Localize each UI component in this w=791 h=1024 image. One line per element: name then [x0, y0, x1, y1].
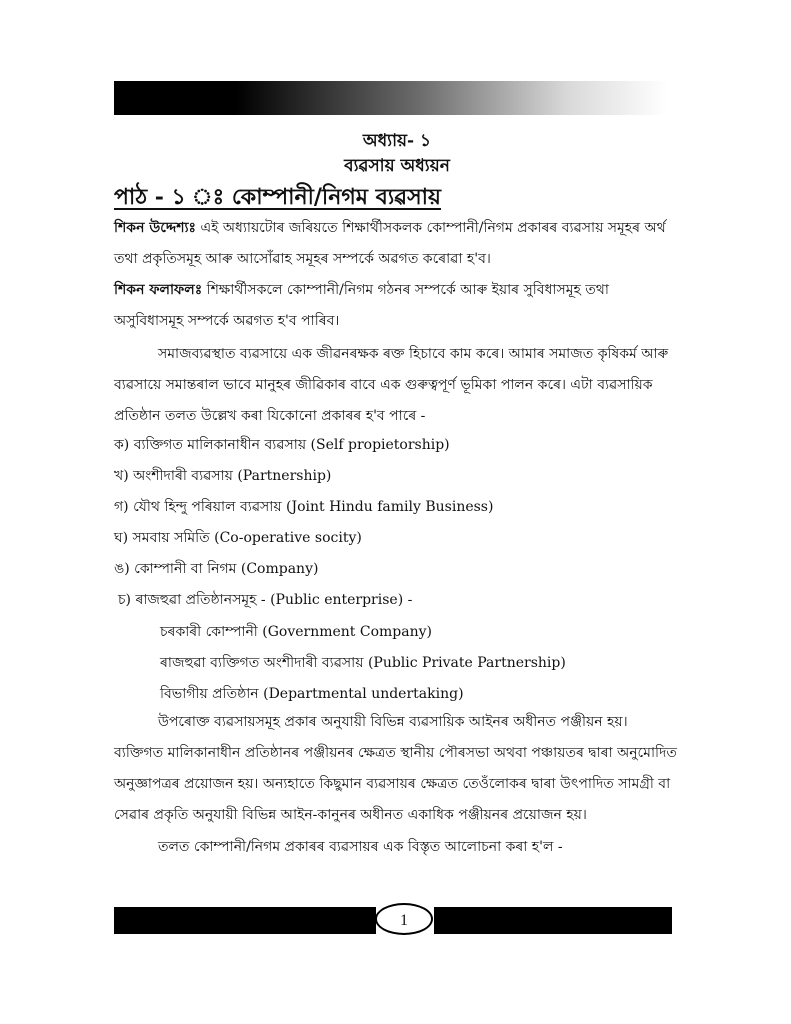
business-type-item: ঙ) কোম্পানী বা নিগম (Company) — [114, 561, 319, 577]
footer-bar-right — [434, 907, 672, 934]
public-subtype-item: চৰকাৰী কোম্পানী (Government Company) — [160, 624, 433, 640]
outcome-text: শিক্ষাৰ্থীসকলে কোম্পানী/নিগম গঠনৰ সম্পৰ্কে আৰু ইয়াৰ সুবিধাসমূহ তথা অসুবিধাসমূহ সম্পৰ্কে অৱগত হ'ব পাৰিব। — [114, 282, 609, 329]
chapter-heading: অধ্যায়- ১ — [362, 131, 432, 151]
footer-bar-left — [114, 907, 376, 934]
learning-objective — [114, 213, 680, 275]
objective-label: শিকন উদ্দেশ্যঃ — [114, 220, 197, 236]
objective-text: এই অধ্যায়টোৰ জৰিয়তে শিক্ষাৰ্থীসকলক কোম্পানী/নিগম প্ৰকাৰৰ ব্যৱসায় সমূহৰ অৰ্থ তথা প্ৰকৃতিসমূহ আৰু আসোঁৱাহ সমূহৰ সম্পৰ্কে অৱগত কৰোৱা হ'ব। — [114, 220, 666, 267]
business-type-item: খ) অংশীদাৰী ব্যৱসায় (Partnership) — [114, 468, 332, 484]
business-type-item: গ) যৌথ হিন্দু পৰিয়াল ব্যৱসায় (Joint Hindu family Business) — [114, 499, 494, 515]
intro-paragraph: সমাজব্যৱস্থাত ব্যৱসায়ে এক জীৱনৰক্ষক ৰক্ত হিচাবে কাম কৰে। আমাৰ সমাজত কৃষিকৰ্ম আৰু ব্যৱসায়ে সমান্তৰাল ভাবে মানুহৰ জীৱিকাৰ বাবে এক গুৰুত্বপূৰ্ণ ভূমিকা পালন কৰে। এটা ব্যৱসায়িক প্ৰতিষ্ঠান তলত উল্লেখ কৰা যিকোনো প্ৰকাৰৰ হ'ব পাৰে - — [114, 346, 669, 424]
business-type-item: চ) ৰাজহুৱা প্ৰতিষ্ঠানসমূহ - (Public enterprise) - — [118, 592, 413, 608]
subject-heading: ব্যৱসায় অধ্যয়ন — [344, 156, 450, 176]
header-gradient-band — [114, 81, 667, 115]
business-type-item: ক) ব্যক্তিগত মালিকানাধীন ব্যৱসায় (Self propietorship) — [114, 437, 450, 453]
business-type-item: ঘ) সমবায় সমিতি (Co-operative socity) — [114, 530, 362, 546]
public-subtype-item: ৰাজহুৱা ব্যক্তিগত অংশীদাৰী ব্যৱসায় (Public Private Partnership) — [160, 655, 566, 671]
lesson-title: পাঠ - ১ ঃ কোম্পানী/নিগম ব্যৱসায় — [114, 184, 441, 210]
page-number: 1 — [375, 903, 433, 935]
outcome-label: শিকন ফলাফলঃ — [114, 282, 203, 298]
public-subtype-item: বিভাগীয় প্ৰতিষ্ঠান (Departmental undertaking) — [160, 686, 464, 702]
learning-outcome — [114, 275, 680, 337]
closing-line: তলত কোম্পানী/নিগম প্ৰকাৰৰ ব্যৱসায়ৰ এক বিস্তৃত আলোচনা কৰা হ'ল - — [158, 839, 563, 855]
registration-paragraph: উপৰোক্ত ব্যৱসায়সমূহ প্ৰকাৰ অনুযায়ী বিভিন্ন ব্যৱসায়িক আইনৰ অধীনত পঞ্জীয়ন হয়। ব্যক্তিগত মালিকানাধীন প্ৰতিষ্ঠানৰ পঞ্জীয়নৰ ক্ষেত্ৰত স্থানীয় পৌৰসভা অথবা পঞ্চায়তৰ দ্বাৰা অনুমোদিত অনুজ্ঞাপত্ৰৰ প্ৰয়োজন হয়। অন্যহাতে কিছুমান ব্যৱসায়ৰ ক্ষেত্ৰত তেওঁলোকৰ দ্বাৰা উৎপাদিত সামগ্ৰী বা সেৱাৰ প্ৰকৃতি অনুযায়ী বিভিন্ন আইন-কানুনৰ অধীনত একাধিক পঞ্জীয়নৰ প্ৰয়োজন হয়। — [114, 714, 677, 823]
